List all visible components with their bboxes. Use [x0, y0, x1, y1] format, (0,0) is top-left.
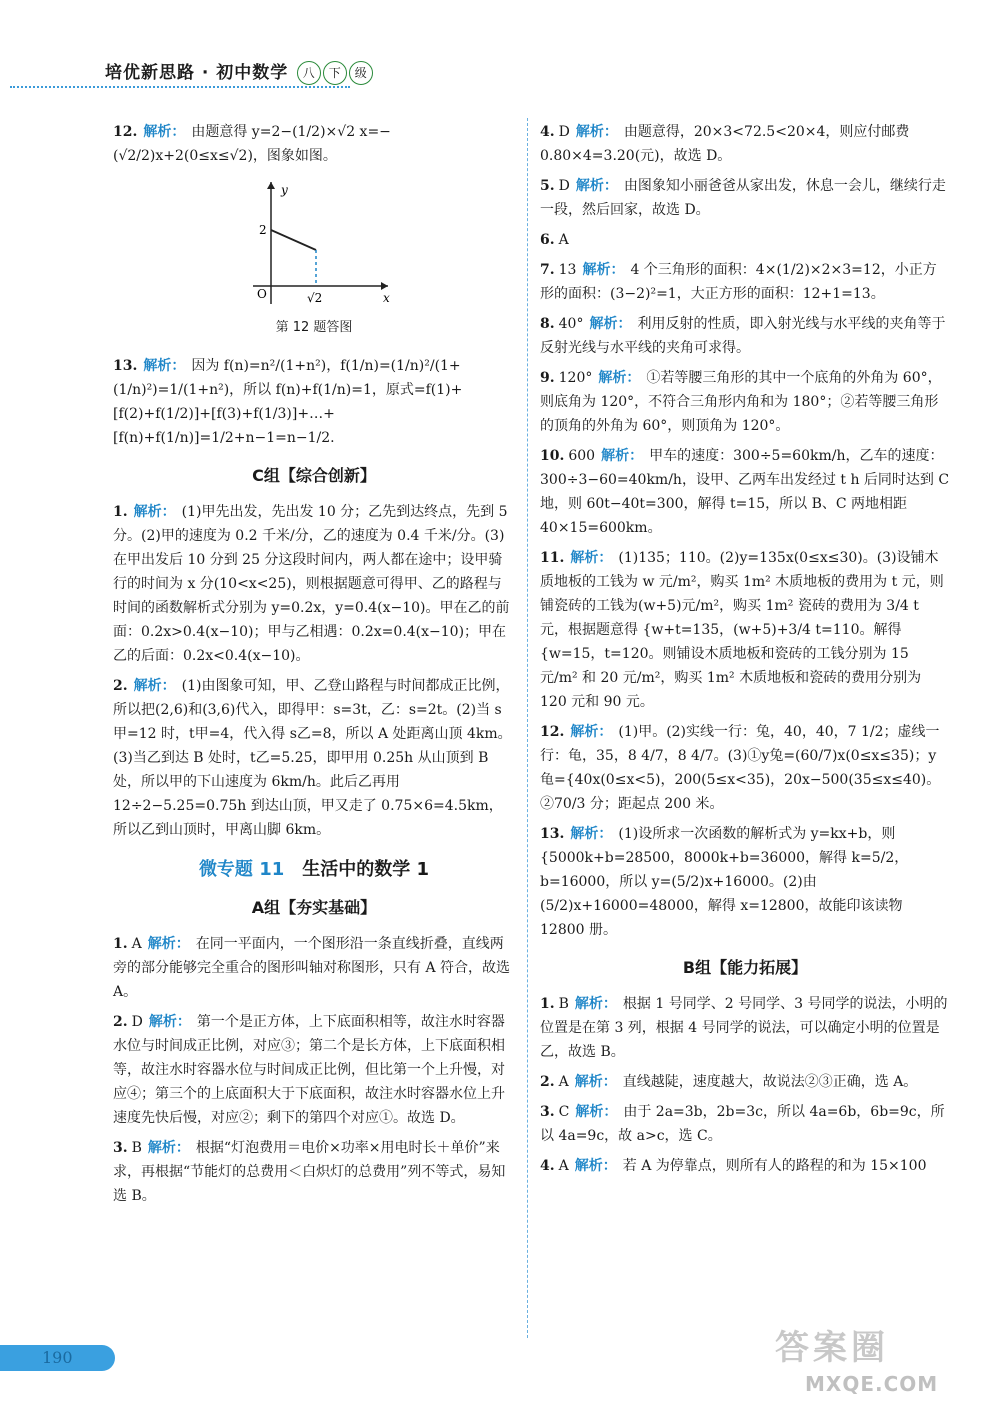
fill-answer: 40°: [558, 316, 584, 332]
answer-text: 由题意得，20×3<72.5<20×4，则应付邮费 0.80×4=3.20(元)，故选 D。: [540, 124, 910, 164]
analysis-label: 解析：: [598, 370, 641, 386]
answer-text: 由题意得 y=2−(1/2)×√2 x=−(√2/2)x+2(0≤x≤√2)，图象如图。: [113, 124, 391, 164]
answer-text: 在同一平面内，一个图形沿一条直线折叠，直线两旁的部分能够完全重合的图形叫轴对称图形，只有 A 符合，故选 A。: [113, 936, 511, 1000]
choice-answer: A: [131, 936, 142, 952]
answer-12: [113, 120, 515, 168]
answer-b2: [540, 1070, 950, 1094]
choice-answer: A: [558, 232, 569, 248]
answer-text: 根据 1 号同学、2 号同学、3 号同学的说法，小明的位置是在第 3 列，根据 4 号同学的说法，可以确定小明的位置是乙，故选 B。: [540, 996, 948, 1060]
item-number: 9.: [540, 370, 555, 386]
analysis-label: 解析：: [147, 936, 190, 952]
answer-text: (1)135；110。(2)y=135x(0≤x≤30)。(3)设铺木质地板的工钱为 w 元/m²，购买 1m² 木质地板的费用为 t 元，则铺瓷砖的工钱为(w+5)元/m²，购买 1m² 瓷砖的费用为 3/4 t 元，根据题意得 {w+t=135，(w+5)+3/4 t=110。解得 {w=15，t=120。则铺设木质地板和瓷砖的工钱分别为 15 元/m² 和 20 元/m²，购买 1m² 木质地板和瓷砖的费用分别为 120 元和 90 元。: [540, 550, 944, 710]
fill-answer: 600: [568, 448, 596, 464]
item-number: 1.: [113, 504, 128, 520]
answer-c2: [113, 674, 515, 842]
choice-answer: D: [131, 1014, 143, 1030]
book-title: [105, 58, 373, 85]
item-number: 12.: [113, 124, 138, 140]
choice-answer: D: [558, 124, 570, 140]
item-number: 3.: [540, 1104, 555, 1120]
answer-text: 第一个是正方体，上下底面积相等，故注水时容器水位与时间成正比例，对应③；第二个是长方体，上下底面积相等，故注水时容器水位与时间成正比例，但比第一个上升慢，对应④；第三个的上底面积大于下底面积，故注水时容器水位上升速度先快后慢，对应②；剩下的第四个对应①。故选 D。: [113, 1014, 505, 1126]
answer-a3: [113, 1136, 515, 1208]
answer-r6: [540, 228, 950, 252]
analysis-label: 解析：: [143, 124, 186, 140]
answer-r13: [540, 822, 950, 942]
grade-badge-1: 八: [297, 61, 321, 85]
analysis-label: 解析：: [575, 1104, 618, 1120]
item-number: 4.: [540, 124, 555, 140]
answer-text: 由于 2a=3b，2b=3c，所以 4a=6b，6b=9c，所以 4a=9c，故 a>c，选 C。: [540, 1104, 945, 1144]
analysis-label: 解析：: [148, 1014, 191, 1030]
answer-text: 因为 f(n)=n²/(1+n²)，f(1/n)=(1/n)²/(1+(1/n)²)=1/(1+n²)，所以 f(n)+f(1/n)=1，原式=f(1)+[f(2)+f(1/2)]+[f(3)+f(1/3)]+…+[f(n)+f(1/n)]=1/2+n−1=n−1/2.: [113, 358, 463, 446]
analysis-label: 解析：: [147, 1140, 190, 1156]
watermark-text: 答案圈: [775, 1328, 889, 1368]
analysis-label: 解析：: [570, 826, 613, 842]
answer-text: 利用反射的性质，即入射光线与水平线的夹角等于反射光线与水平线的夹角可求得。: [540, 316, 946, 356]
choice-answer: B: [131, 1140, 142, 1156]
x-tick-label: √2: [307, 291, 323, 305]
choice-answer: C: [558, 1104, 570, 1120]
analysis-label: 解析：: [575, 178, 618, 194]
item-number: 2.: [113, 678, 128, 694]
analysis-label: 解析：: [570, 550, 613, 566]
topic-name: 生活中的数学 1: [302, 859, 430, 880]
answer-text: 由图象知小丽爸爸从家出发，休息一会儿，继续行走一段，然后回家，故选 D。: [540, 178, 946, 218]
analysis-label: 解析：: [133, 678, 176, 694]
item-number: 7.: [540, 262, 555, 278]
analysis-label: 解析：: [589, 316, 632, 332]
answer-text: 甲车的速度：300÷5=60km/h，乙车的速度：300÷3−60=40km/h，设甲、乙两车出发经过 t h 后同时达到 C 地，则 60t−40t=300，解得 t=15，所以 B、C 两地相距 40×15=600km。: [540, 448, 950, 536]
analysis-label: 解析：: [570, 724, 613, 740]
answer-r8: [540, 312, 950, 360]
answer-text: 若 A 为停靠点，则所有人的路程的和为 15×100: [622, 1158, 927, 1174]
answer-b1: [540, 992, 950, 1064]
answer-r10: [540, 444, 950, 540]
answer-text: 4 个三角形的面积：4×(1/2)×2×3=12，小正方形的面积：(3−2)²=1，大正方形的面积：12+1=13。: [540, 262, 937, 302]
answer-b4: [540, 1154, 950, 1178]
answer-text: (1)设所求一次函数的解析式为 y=kx+b，则 {5000k+b=28500，8000k+b=36000，解得 k=5/2，b=16000，所以 y=(5/2)x+16000。(2)由 (5/2)x+16000=48000，解得 x=12800，故能印该读物 12800 册。: [540, 826, 909, 938]
watermark: [775, 1320, 985, 1410]
item-number: 10.: [540, 448, 565, 464]
choice-answer: A: [558, 1074, 569, 1090]
grade-badge-3: 级: [349, 61, 373, 85]
choice-answer: B: [558, 996, 569, 1012]
header-dotted-rule: [10, 86, 350, 88]
item-number: 13.: [540, 826, 565, 842]
answer-text: (1)甲先出发，先出发 10 分；乙先到达终点，先到 5 分。(2)甲的速度为 0.2 千米/分，乙的速度为 0.4 千米/分。(3)在甲出发后 10 分到 25 分这段时间内，两人都在途中；设甲骑行的时间为 x 分(10<x<25)，则根据题意可得甲、乙的路程与时间的函数解析式分别为 y=0.2x，y=0.4(x−10)。甲在乙的前面：0.2x>0.4(x−10)；甲与乙相遇：0.2x=0.4(x−10)；甲在乙的后面：0.2x<0.4(x−10)。: [113, 504, 510, 664]
choice-answer: A: [558, 1158, 569, 1174]
item-number: 2.: [113, 1014, 128, 1030]
figure-caption: 第 12 题答图: [275, 320, 353, 335]
page-number: 190: [42, 1348, 73, 1367]
answer-r9: [540, 366, 950, 438]
answer-r7: [540, 258, 950, 306]
item-number: 1.: [540, 996, 555, 1012]
x-axis-label: x: [383, 291, 390, 305]
answer-13: [113, 354, 515, 450]
group-b-heading: B组【能力拓展】: [682, 958, 808, 977]
item-number: 12.: [540, 724, 565, 740]
answer-r12: [540, 720, 950, 816]
analysis-label: 解析：: [582, 262, 625, 278]
item-number: 3.: [113, 1140, 128, 1156]
y-tick-label: 2: [259, 223, 267, 237]
answer-text: (1)由图象可知，甲、乙登山路程与时间都成正比例，所以把(2,6)和(3,6)代入，即得甲：s=3t，乙：s=2t。(2)当 s甲=12 时，t甲=4，代入得 s乙=8，所以 A 处距离山顶 4km。(3)当乙到达 B 处时，t乙=5.25，即甲用 0.25h 从山顶到 B 处，所以甲的下山速度为 6km/h。此后乙再用 12÷2−5.25=0.75h 到达山顶，甲又走了 0.75×6=4.5km，所以乙到山顶时，甲离山脚 6km。: [113, 678, 512, 838]
book-title-text: 培优新思路 · 初中数学: [105, 63, 289, 83]
fill-answer: 13: [558, 262, 577, 278]
analysis-label: 解析：: [133, 504, 176, 520]
page-header: [0, 0, 1000, 100]
analysis-label: 解析：: [574, 996, 617, 1012]
answer-r11: [540, 546, 950, 714]
answer-text: ①若等腰三角形的其中一个底角的外角为 60°，则底角为 120°，不符合三角形内角和为 180°；②若等腰三角形的顶角的外角为 60°，则顶角为 120°。: [540, 370, 942, 434]
analysis-label: 解析：: [574, 1074, 617, 1090]
choice-answer: D: [558, 178, 570, 194]
item-number: 11.: [540, 550, 565, 566]
origin-label: O: [257, 287, 267, 301]
analysis-label: 解析：: [143, 358, 186, 374]
analysis-label: 解析：: [575, 124, 618, 140]
group-a-heading: A组【夯实基础】: [251, 898, 377, 917]
answer-r5: [540, 174, 950, 222]
left-column: [113, 120, 515, 1214]
figure-12-graph: [113, 174, 515, 314]
topic-number: 微专题 11: [198, 859, 285, 880]
function-graph: [233, 174, 393, 314]
answer-a2: [113, 1010, 515, 1130]
item-number: 6.: [540, 232, 555, 248]
answer-r4: [540, 120, 950, 168]
item-number: 13.: [113, 358, 138, 374]
analysis-label: 解析：: [601, 448, 644, 464]
answer-b3: [540, 1100, 950, 1148]
answer-text: (1)甲。(2)实线一行：兔，40，40，7 1/2；虚线一行：龟，35，8 4/7，8 4/7。(3)①y兔=(60/7)x(0≤x≤35)；y龟={40x(0≤x<5)，200(5≤x<35)，20x−500(35≤x≤40)。②70/3 分；距起点 200 米。: [540, 724, 941, 812]
watermark-url: MXQE.COM: [805, 1372, 939, 1396]
column-divider: [527, 118, 528, 1338]
item-number: 4.: [540, 1158, 555, 1174]
analysis-label: 解析：: [574, 1158, 617, 1174]
y-axis-label: y: [281, 183, 288, 197]
answer-text: 根据“灯泡费用＝电价×功率×用电时长＋单价”来求，再根据“节能灯的总费用＜白炽灯的总费用”列不等式，易知选 B。: [113, 1140, 506, 1204]
item-number: 8.: [540, 316, 555, 332]
fill-answer: 120°: [558, 370, 593, 386]
item-number: 5.: [540, 178, 555, 194]
answer-a1: [113, 932, 515, 1004]
item-number: 2.: [540, 1074, 555, 1090]
answer-c1: [113, 500, 515, 668]
group-c-heading: C组【综合创新】: [252, 466, 376, 485]
right-column: [540, 120, 950, 1184]
topic-heading: [113, 858, 515, 882]
answer-text: 直线越陡，速度越大，故说法②③正确，选 A。: [622, 1074, 918, 1090]
grade-badge-2: 下: [323, 61, 347, 85]
item-number: 1.: [113, 936, 128, 952]
